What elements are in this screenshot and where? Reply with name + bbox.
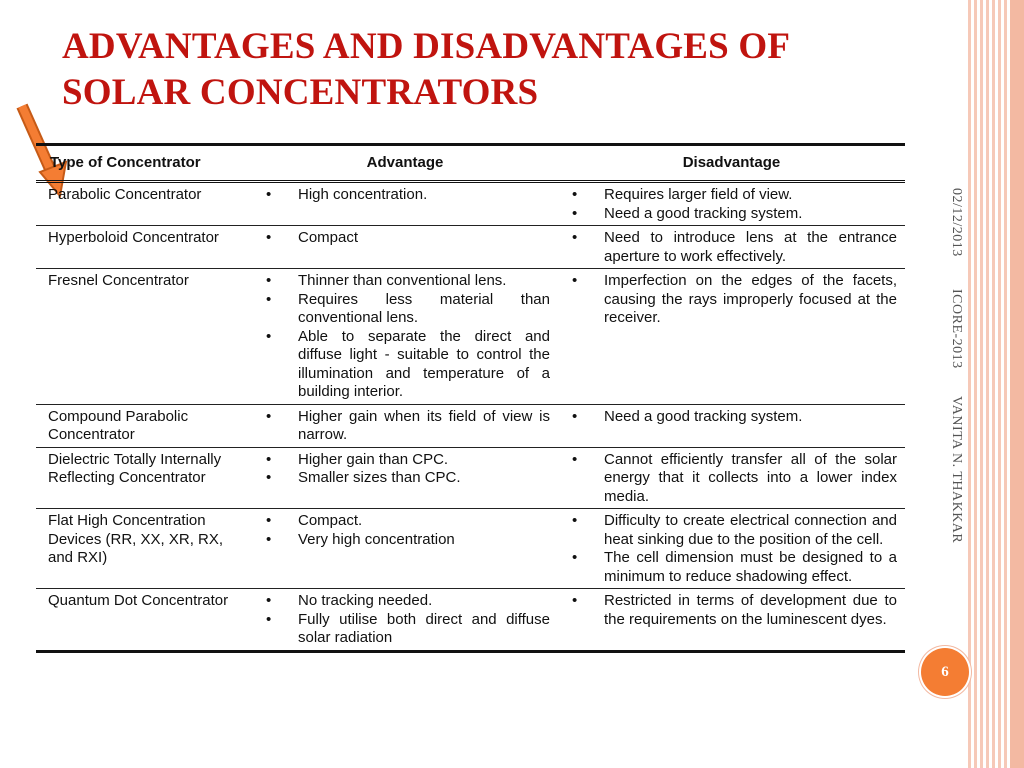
advantage-list	[262, 451, 550, 488]
advantage-cell	[252, 509, 558, 589]
disadvantage-cell	[558, 182, 905, 226]
advantage-item: • Higher gain than CPC.	[262, 451, 550, 470]
disadvantage-item: • Need a good tracking system.	[568, 205, 897, 224]
disadvantage-list	[568, 186, 897, 223]
advantage-item: • Compact.	[262, 512, 550, 531]
header-type: Type of Concentrator	[36, 145, 252, 182]
page-number-badge	[921, 648, 969, 696]
header-advantage: Advantage	[252, 145, 558, 182]
advantage-item: • Very high concentration	[262, 531, 550, 550]
advantage-cell	[252, 182, 558, 226]
advantage-item: • Able to separate the direct and diffuse light - suitable to control the illumination and temperature of a building interior.	[262, 328, 550, 402]
disadvantage-item: • Need to introduce lens at the entrance aperture to work effectively.	[568, 229, 897, 266]
advantage-item: • Higher gain when its field of view is narrow.	[262, 408, 550, 445]
disadvantage-item: • Restricted in terms of development due to the requirements on the luminescent dyes.	[568, 592, 897, 629]
disadvantage-item: • The cell dimension must be designed to a minimum to reduce shadowing effect.	[568, 549, 897, 586]
slide-title-line1: ADVANTAGES AND DISADVANTAGES OF	[62, 26, 791, 67]
side-footer	[948, 188, 964, 544]
disadvantage-item: • Need a good tracking system.	[568, 408, 897, 427]
advantage-item: • Thinner than conventional lens.	[262, 272, 550, 291]
disadvantage-cell	[558, 269, 905, 405]
disadvantage-list	[568, 451, 897, 507]
concentrator-table-wrap	[36, 143, 905, 653]
table-row	[36, 509, 905, 589]
advantage-list	[262, 272, 550, 402]
advantage-list	[262, 592, 550, 648]
advantage-item: • Fully utilise both direct and diffuse solar radiation	[262, 611, 550, 648]
concentrator-type-cell: Hyperboloid Concentrator	[36, 226, 252, 269]
table-header-row	[36, 145, 905, 182]
advantage-cell	[252, 269, 558, 405]
concentrator-type-cell: Dielectric Totally Internally Reflecting Concentrator	[36, 447, 252, 509]
advantage-item: • High concentration.	[262, 186, 550, 205]
author-name: VANITA N. THAKKAR	[949, 396, 964, 544]
decorative-stripe-band	[1010, 0, 1024, 768]
disadvantage-cell	[558, 404, 905, 447]
table-body	[36, 182, 905, 652]
table-row	[36, 404, 905, 447]
advantage-item: • Smaller sizes than CPC.	[262, 469, 550, 488]
advantage-list	[262, 408, 550, 445]
disadvantage-item: • Cannot efficiently transfer all of the solar energy that it collects into a lower index media.	[568, 451, 897, 507]
disadvantage-cell	[558, 589, 905, 652]
advantage-list	[262, 229, 550, 248]
advantage-list	[262, 186, 550, 205]
disadvantage-list	[568, 408, 897, 427]
disadvantage-list	[568, 229, 897, 266]
concentrator-type-cell: Compound Parabolic Concentrator	[36, 404, 252, 447]
slide-title-line2: SOLAR CONCENTRATORS	[62, 72, 539, 113]
advantage-cell	[252, 404, 558, 447]
slide-date: 02/12/2013	[949, 188, 964, 257]
concentrator-type-cell: Parabolic Concentrator	[36, 182, 252, 226]
disadvantage-list	[568, 592, 897, 629]
advantage-item: • Requires less material than conventional lens.	[262, 291, 550, 328]
concentrator-type-cell: Quantum Dot Concentrator	[36, 589, 252, 652]
table-row	[36, 589, 905, 652]
table-row	[36, 269, 905, 405]
header-disadvantage: Disadvantage	[558, 145, 905, 182]
slide-title	[62, 24, 922, 116]
advantage-item: • No tracking needed.	[262, 592, 550, 611]
disadvantage-item: • Requires larger field of view.	[568, 186, 897, 205]
disadvantage-item: • Imperfection on the edges of the facets, causing the rays improperly focused at the receiver.	[568, 272, 897, 328]
table-row	[36, 182, 905, 226]
advantage-item: • Compact	[262, 229, 550, 248]
disadvantage-list	[568, 512, 897, 586]
table-row	[36, 447, 905, 509]
conference-name: ICORE-2013	[949, 288, 964, 369]
concentrator-type-cell: Flat High Concentration Devices (RR, XX, XR, RX, and RXI)	[36, 509, 252, 589]
disadvantage-cell	[558, 226, 905, 269]
advantage-list	[262, 512, 550, 549]
decorative-stripes	[968, 0, 1024, 768]
page-number: 6	[941, 663, 949, 680]
advantage-cell	[252, 226, 558, 269]
disadvantage-cell	[558, 509, 905, 589]
disadvantage-cell	[558, 447, 905, 509]
disadvantage-list	[568, 272, 897, 328]
disadvantage-item: • Difficulty to create electrical connection and heat sinking due to the position of the cell.	[568, 512, 897, 549]
table-row	[36, 226, 905, 269]
concentrator-type-cell: Fresnel Concentrator	[36, 269, 252, 405]
concentrator-table	[36, 143, 905, 653]
advantage-cell	[252, 447, 558, 509]
advantage-cell	[252, 589, 558, 652]
